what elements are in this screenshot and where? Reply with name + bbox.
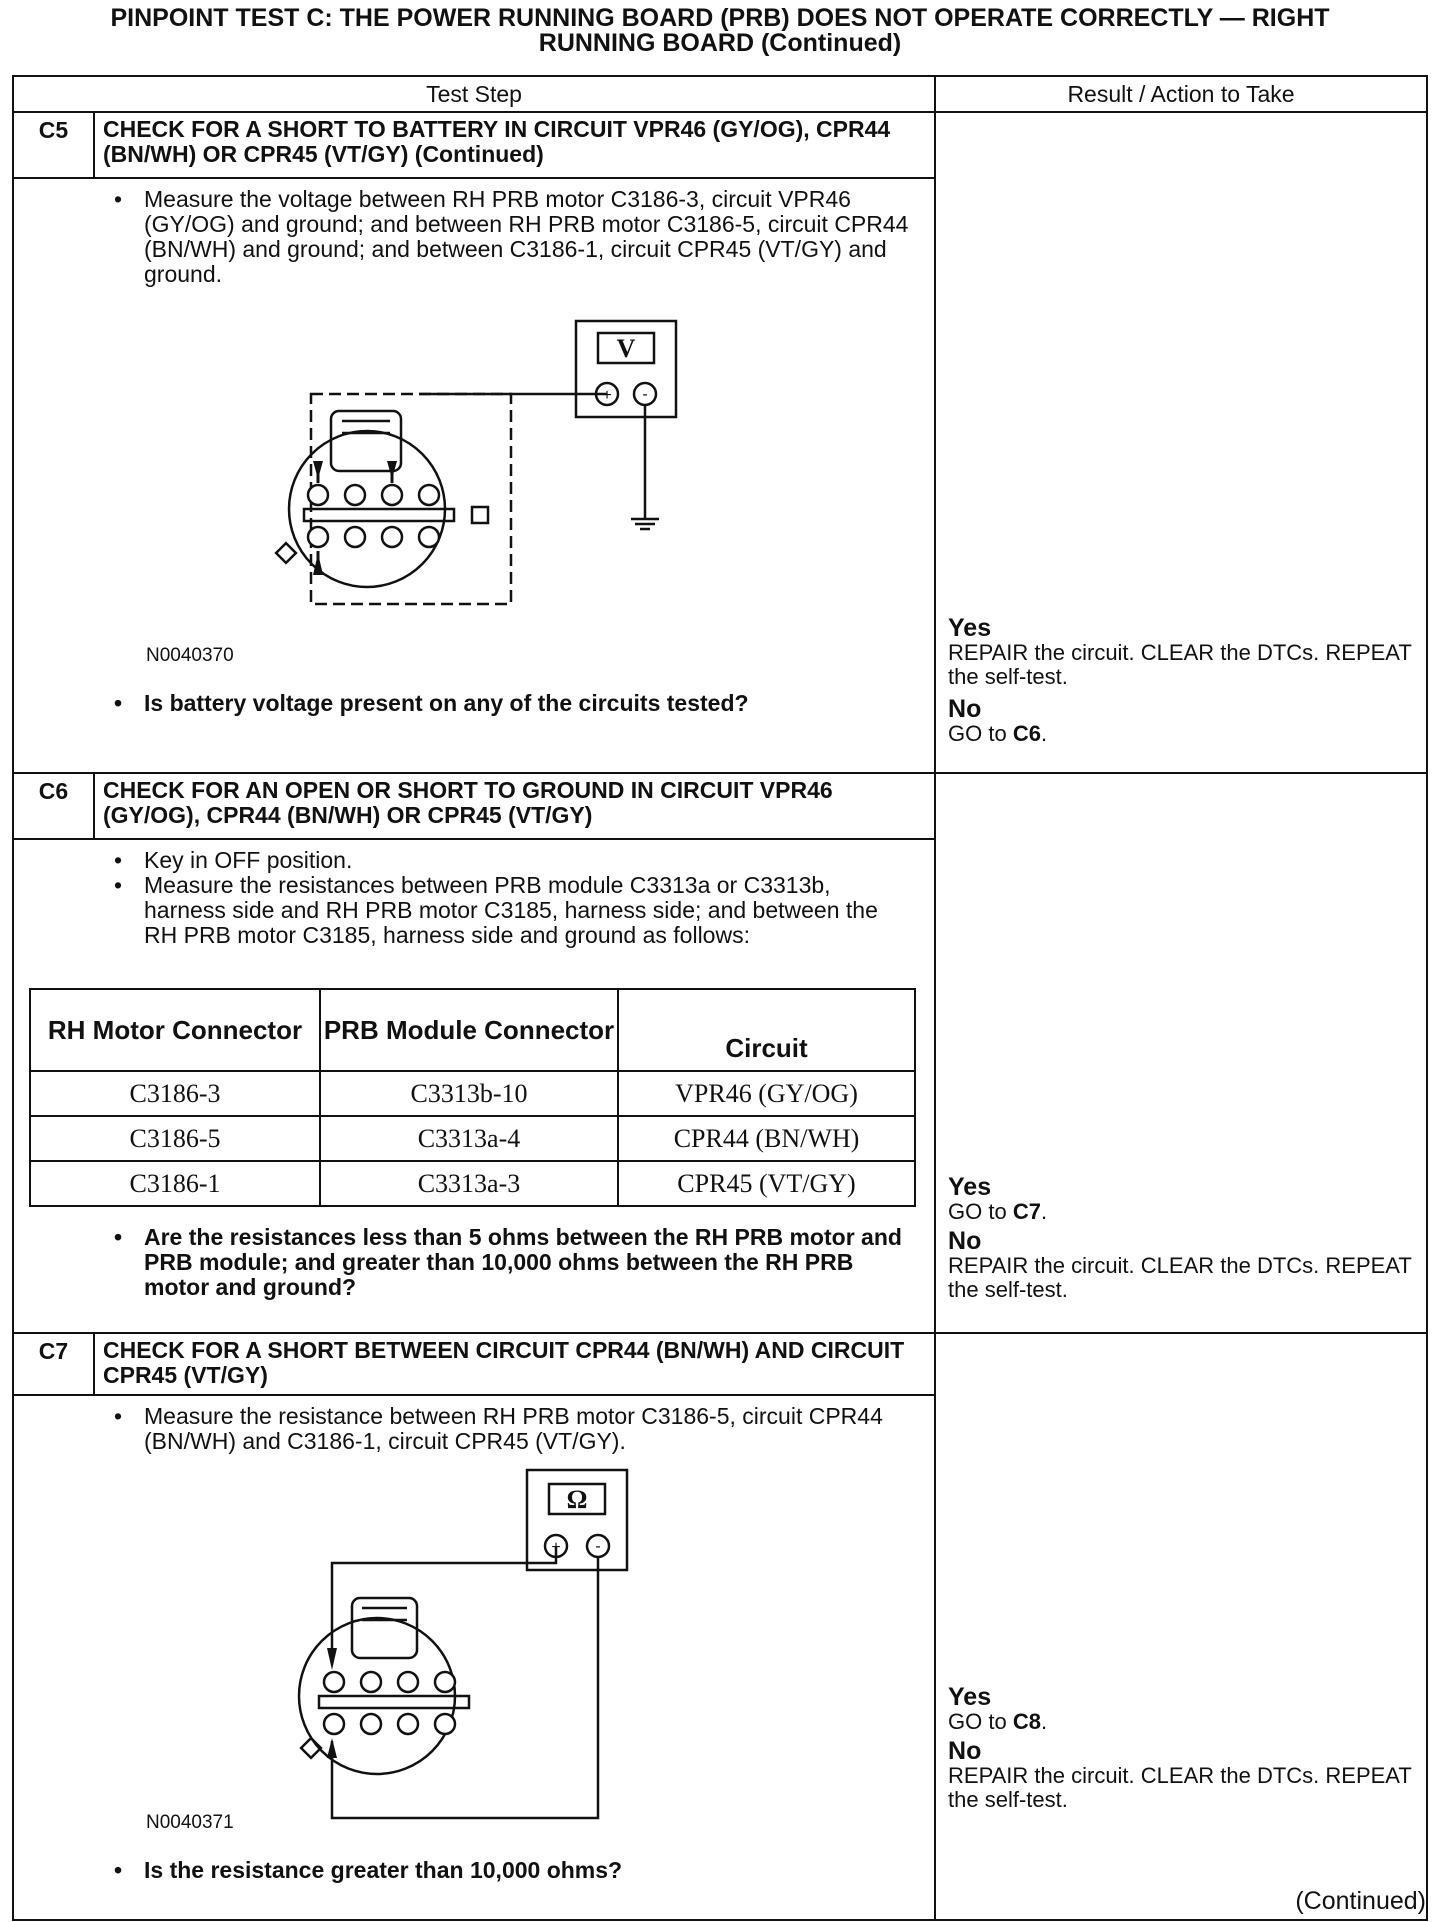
col-rh-motor: RH Motor Connector <box>30 989 320 1071</box>
period: . <box>1040 1199 1048 1224</box>
cell: C3313b-10 <box>320 1071 618 1116</box>
step-c5-result <box>935 112 1427 773</box>
step-c6-result <box>935 773 1427 1333</box>
cell: C3186-3 <box>30 1071 320 1116</box>
bullet: • <box>114 186 123 212</box>
step-c7-title-row <box>13 1333 1427 1395</box>
resistance-table-header <box>30 989 915 1071</box>
voltage-test-diagram <box>14 291 794 691</box>
step-c6-instruction-1 <box>14 848 934 873</box>
yes-label: Yes <box>948 1173 992 1201</box>
step-c6-yes <box>948 1174 1418 1302</box>
goto-c6-link: C6 <box>1012 721 1041 746</box>
page-title-line2: RUNNING BOARD (Continued) <box>538 29 902 57</box>
step-c6-body <box>13 839 935 1333</box>
no-label: No <box>948 1227 982 1255</box>
yes-action <box>948 1200 1418 1224</box>
header-test-step: Test Step <box>13 76 935 112</box>
period: . <box>1040 721 1048 746</box>
step-c7-yes <box>948 1684 1418 1812</box>
meter-symbol: Ω <box>566 1485 588 1514</box>
step-c7-instruction <box>14 1404 934 1454</box>
table-row <box>30 1161 915 1206</box>
yes-action-text: GO to <box>948 1199 1013 1224</box>
yes-label: Yes <box>948 1683 992 1711</box>
step-c5-yes <box>948 615 1418 746</box>
step-c6-instruction-2 <box>14 873 934 948</box>
bullet: • <box>114 847 123 873</box>
no-action-text: GO to <box>948 721 1013 746</box>
step-c5-question <box>14 691 934 716</box>
step-c7-id: C7 <box>13 1333 94 1395</box>
cell: C3313a-4 <box>320 1116 618 1161</box>
table-row <box>30 1116 915 1161</box>
cell: CPR44 (BN/WH) <box>618 1116 915 1161</box>
cell: C3313a-3 <box>320 1161 618 1206</box>
goto-c8-link: C8 <box>1012 1709 1041 1734</box>
cell: VPR46 (GY/OG) <box>618 1071 915 1116</box>
no-action: REPAIR the circuit. CLEAR the DTCs. REPEAT the self-test. <box>948 1763 1412 1812</box>
svg-text:-: - <box>595 1538 601 1555</box>
bullet: • <box>114 1857 123 1883</box>
step-c6-title: CHECK FOR AN OPEN OR SHORT TO GROUND IN CIRCUIT VPR46 (GY/OG), CPR44 (BN/WH) OR CPR45 (VT/GY) <box>94 773 935 839</box>
svg-text:+: + <box>551 1539 561 1556</box>
question-text: Is the resistance greater than 10,000 ohms? <box>144 1857 623 1883</box>
cell: C3186-5 <box>30 1116 320 1161</box>
instruction-text: Measure the resistances between PRB module C3313a or C3313b, harness side and RH PRB motor C3185, harness side; and between the RH PRB motor C3185, harness side and ground as follows: <box>144 872 878 948</box>
svg-text:-: - <box>642 386 648 403</box>
resistance-test-diagram <box>14 1458 794 1858</box>
question-text: Are the resistances less than 5 ohms between the RH PRB motor and PRB module; and greater than 10,000 ohms between the RH PRB motor and ground? <box>144 1224 902 1300</box>
resistance-table <box>29 988 916 1207</box>
no-label: No <box>948 1737 982 1765</box>
continued-note: (Continued) <box>1295 1887 1426 1915</box>
instruction-text: Measure the voltage between RH PRB motor C3186-3, circuit VPR46 (GY/OG) and ground; and between RH PRB motor C3186-5, circuit CPR44 (BN/WH) and ground; and between C3186-1, circuit CPR45 (VT/GY) and ground. <box>144 186 909 287</box>
step-c7-body <box>13 1395 935 1920</box>
question-text: Is battery voltage present on any of the circuits tested? <box>144 690 749 716</box>
page-title-line1: PINPOINT TEST C: THE POWER RUNNING BOARD (PRB) DOES NOT OPERATE CORRECTLY — RIGHT <box>110 4 1330 32</box>
step-c7-title: CHECK FOR A SHORT BETWEEN CIRCUIT CPR44 (BN/WH) AND CIRCUIT CPR45 (VT/GY) <box>94 1333 935 1395</box>
bullet: • <box>114 1403 123 1429</box>
yes-action-text: GO to <box>948 1709 1013 1734</box>
resistance-test-figure <box>14 1458 934 1858</box>
cell: C3186-1 <box>30 1161 320 1206</box>
step-c5-id: C5 <box>13 112 94 178</box>
goto-c7-link: C7 <box>1012 1199 1041 1224</box>
no-action <box>948 722 1418 746</box>
table-header-row <box>13 76 1427 112</box>
step-c6-question <box>14 1225 934 1300</box>
figure-code: N0040371 <box>146 1812 234 1833</box>
yes-label: Yes <box>948 614 992 642</box>
yes-action: REPAIR the circuit. CLEAR the DTCs. REPEAT the self-test. <box>948 640 1412 689</box>
yes-action <box>948 1710 1418 1734</box>
col-prb-module: PRB Module Connector <box>320 989 618 1071</box>
step-c7-question <box>14 1858 934 1883</box>
svg-text:+: + <box>602 387 612 404</box>
step-c5-title-row <box>13 112 1427 178</box>
cell: CPR45 (VT/GY) <box>618 1161 915 1206</box>
table-row <box>30 1071 915 1116</box>
step-c6-title-row <box>13 773 1427 839</box>
step-c6-id: C6 <box>13 773 94 839</box>
no-action: REPAIR the circuit. CLEAR the DTCs. REPEAT the self-test. <box>948 1253 1412 1302</box>
page-title <box>0 6 1440 56</box>
step-c7-result <box>935 1333 1427 1920</box>
period: . <box>1040 1709 1048 1734</box>
bullet: • <box>114 690 123 716</box>
figure-code: N0040370 <box>146 645 234 666</box>
bullet: • <box>114 1224 123 1250</box>
step-c5-title: CHECK FOR A SHORT TO BATTERY IN CIRCUIT VPR46 (GY/OG), CPR44 (BN/WH) OR CPR45 (VT/GY) (Continued) <box>94 112 935 178</box>
voltage-test-figure <box>14 291 934 691</box>
step-c5-instruction <box>14 187 934 287</box>
bullet: • <box>114 872 123 898</box>
pinpoint-test-table <box>12 75 1428 1921</box>
instruction-text: Measure the resistance between RH PRB motor C3186-5, circuit CPR44 (BN/WH) and C3186-1, circuit CPR45 (VT/GY). <box>144 1403 883 1454</box>
meter-symbol: V <box>616 334 636 363</box>
step-c5-body <box>13 178 935 773</box>
no-label: No <box>948 695 982 723</box>
header-result: Result / Action to Take <box>935 76 1427 112</box>
instruction-text: Key in OFF position. <box>144 847 353 873</box>
col-circuit: Circuit <box>618 989 915 1071</box>
